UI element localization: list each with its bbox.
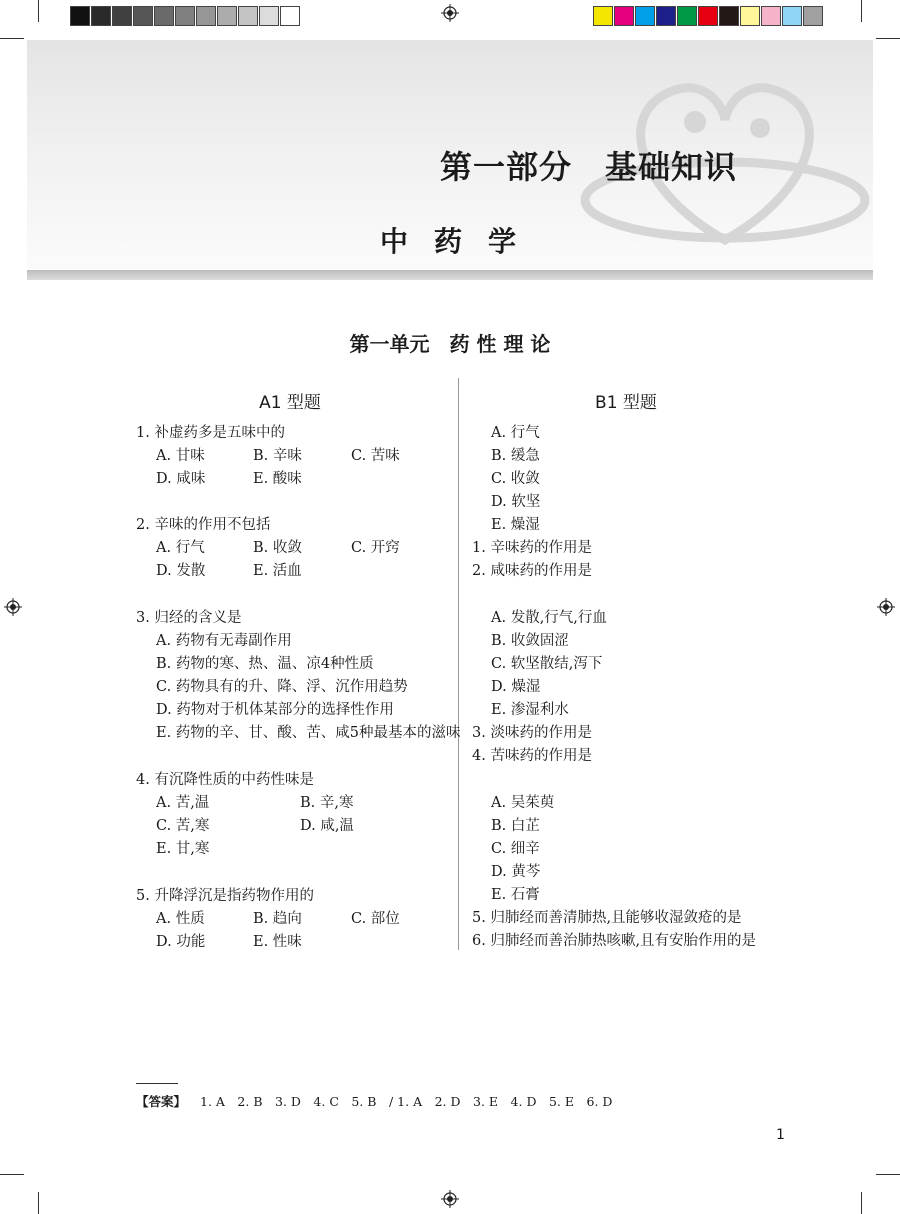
- crop-mark: [0, 1174, 24, 1175]
- unit-title: 第一单元 药 性 理 论: [349, 332, 551, 356]
- option: D. 燥湿: [491, 679, 541, 695]
- color-swatch: [740, 6, 760, 26]
- crop-mark: [876, 38, 900, 39]
- option: D. 功能: [156, 934, 206, 950]
- option: B. 收敛: [253, 540, 302, 556]
- answer-rule: [136, 1083, 178, 1084]
- option: C. 药物具有的升、降、浮、沉作用趋势: [156, 679, 408, 695]
- option: A. 药物有无毒副作用: [156, 633, 292, 649]
- option: B. 收敛固涩: [491, 633, 569, 649]
- option: C. 苦味: [351, 448, 400, 464]
- registration-mark-icon: [441, 4, 459, 22]
- option: A. 行气: [491, 425, 540, 441]
- part-title: 第一部分 基础知识: [440, 148, 738, 186]
- question-stem: 5. 升降浮沉是指药物作用的: [136, 888, 314, 904]
- color-swatch: [280, 6, 300, 26]
- option: B. 辛,寒: [300, 795, 354, 811]
- option: C. 苦,寒: [156, 818, 210, 834]
- question-stem: 5. 归肺经而善清肺热,且能够收湿敛疮的是: [472, 910, 742, 926]
- color-swatch: [803, 6, 823, 26]
- question-stem: 1. 辛味药的作用是: [472, 540, 592, 556]
- color-swatch: [782, 6, 802, 26]
- option: D. 咸味: [156, 471, 206, 487]
- question-stem: 2. 咸味药的作用是: [472, 563, 592, 579]
- option: E. 药物的辛、甘、酸、苦、咸5种最基本的滋味: [156, 725, 461, 741]
- option: D. 黄芩: [491, 864, 541, 880]
- color-swatch: [91, 6, 111, 26]
- color-swatch: [70, 6, 90, 26]
- answer-key: [136, 1092, 612, 1110]
- option: D. 软坚: [491, 494, 541, 510]
- emphasis-text: 不包括: [226, 517, 271, 533]
- question-stem: 6. 归肺经而善治肺热咳嗽,且有安胎作用的是: [472, 933, 757, 949]
- grayscale-calibration-bar: [70, 6, 301, 26]
- answer-text: 1. A 2. B 3. D 4. C 5. B / 1. A 2. D 3. E 4. D 5. E 6. D: [200, 1094, 613, 1109]
- color-swatch: [154, 6, 174, 26]
- option: E. 燥湿: [491, 517, 540, 533]
- crop-mark: [38, 0, 39, 22]
- color-swatch: [175, 6, 195, 26]
- color-swatch: [133, 6, 153, 26]
- registration-mark-icon: [877, 598, 895, 616]
- question-stem: 3. 归经的含义是: [136, 610, 242, 626]
- option: A. 甘味: [156, 448, 205, 464]
- section-heading-a1: A1 型题: [259, 393, 321, 413]
- option: B. 辛味: [253, 448, 302, 464]
- option: D. 咸,温: [300, 818, 354, 834]
- color-swatch: [614, 6, 634, 26]
- question-stem: 3. 淡味药的作用是: [472, 725, 592, 741]
- crop-mark: [861, 0, 862, 22]
- option: E. 石膏: [491, 887, 540, 903]
- option: C. 部位: [351, 911, 400, 927]
- answer-label: 【答案】: [136, 1094, 187, 1109]
- option: C. 开窍: [351, 540, 400, 556]
- section-heading-b1: B1 型题: [595, 393, 657, 413]
- option: C. 细辛: [491, 841, 540, 857]
- color-swatch: [761, 6, 781, 26]
- option: A. 性质: [156, 911, 205, 927]
- color-swatch: [593, 6, 613, 26]
- option: C. 软坚散结,泻下: [491, 656, 603, 672]
- option: E. 性味: [253, 934, 302, 950]
- option: A. 发散,行气,行血: [491, 610, 607, 626]
- registration-mark-icon: [4, 598, 22, 616]
- question-stem: 4. 有沉降性质的中药性味是: [136, 772, 314, 788]
- color-swatch: [698, 6, 718, 26]
- option: A. 行气: [156, 540, 205, 556]
- registration-mark-icon: [441, 1190, 459, 1208]
- option: A. 吴茱萸: [491, 795, 555, 811]
- option: C. 收敛: [491, 471, 540, 487]
- option: B. 药物的寒、热、温、凉4种性质: [156, 656, 374, 672]
- color-calibration-bar: [593, 6, 824, 26]
- crop-mark: [876, 1174, 900, 1175]
- color-swatch: [196, 6, 216, 26]
- color-swatch: [677, 6, 697, 26]
- option: A. 苦,温: [156, 795, 210, 811]
- option: B. 趋向: [253, 911, 302, 927]
- color-swatch: [112, 6, 132, 26]
- color-swatch: [217, 6, 237, 26]
- column-divider: [458, 378, 459, 950]
- option: E. 活血: [253, 563, 302, 579]
- color-swatch: [238, 6, 258, 26]
- question-stem: 4. 苦味药的作用是: [472, 748, 592, 764]
- crop-mark: [0, 38, 24, 39]
- crop-mark: [38, 1192, 39, 1214]
- option: E. 酸味: [253, 471, 302, 487]
- color-swatch: [656, 6, 676, 26]
- option: D. 发散: [156, 563, 206, 579]
- option: B. 缓急: [491, 448, 540, 464]
- color-swatch: [635, 6, 655, 26]
- crop-mark: [861, 1192, 862, 1214]
- option: E. 渗湿利水: [491, 702, 569, 718]
- question-stem: 2. 辛味的作用不包括: [136, 517, 271, 533]
- header-band-shadow: [27, 270, 873, 280]
- subject-title: 中药学: [380, 225, 543, 258]
- color-swatch: [259, 6, 279, 26]
- option: D. 药物对于机体某部分的选择性作用: [156, 702, 394, 718]
- question-stem: 1. 补虚药多是五味中的: [136, 425, 285, 441]
- page-number: 1: [776, 1127, 785, 1143]
- option: B. 白芷: [491, 818, 540, 834]
- option: E. 甘,寒: [156, 841, 210, 857]
- color-swatch: [719, 6, 739, 26]
